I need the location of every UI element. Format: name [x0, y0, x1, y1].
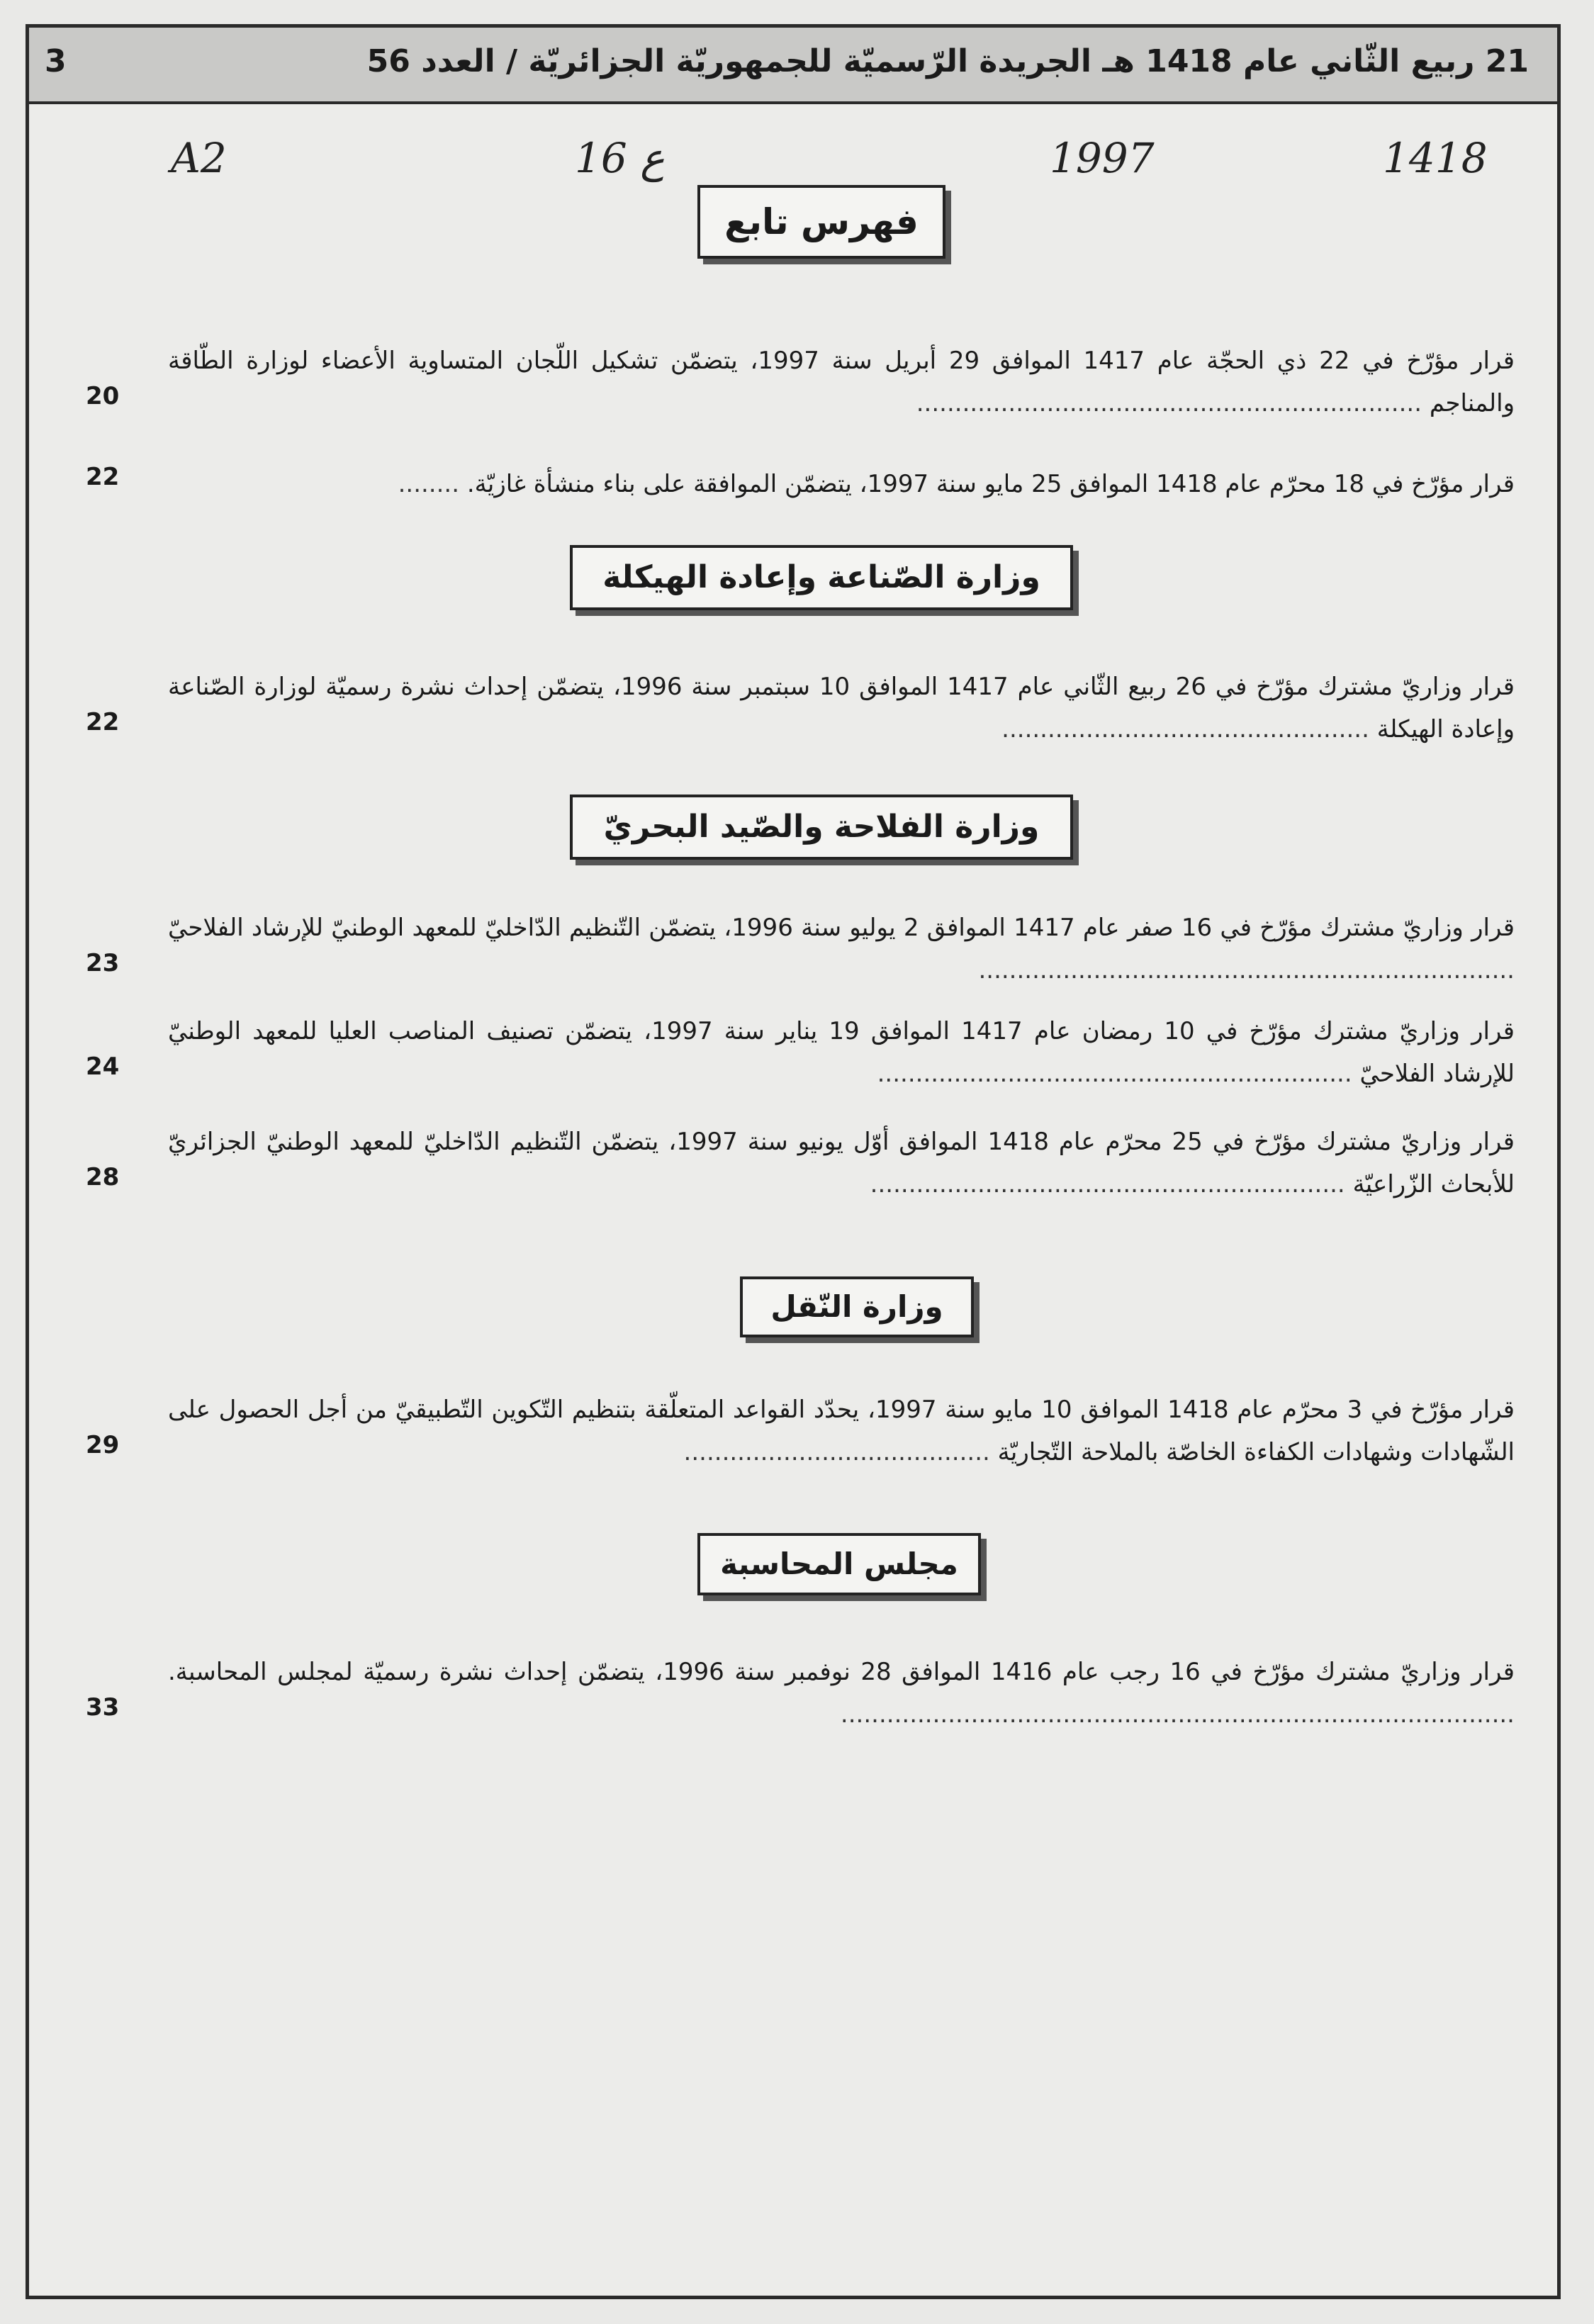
header-title: 21 ربيع الثّاني عام 1418 هـ الجريدة الرّسميّة للجمهوريّة الجزائريّة / العدد 56	[366, 43, 1529, 79]
entry-page-number: 22	[86, 463, 120, 491]
handwritten-note-2: 16 ع	[575, 134, 665, 182]
entry-leader: ........................................	[683, 1438, 990, 1466]
entry-text: قرار مؤرّخ في 18 محرّم عام 1418 الموافق 25 مايو سنة 1997، يتضمّن الموافقة على بناء منشأة غازيّة.	[466, 470, 1515, 498]
toc-entry	[168, 1388, 1515, 1473]
section-heading-industry: وزارة الصّناعة وإعادة الهيكلة	[570, 545, 1073, 610]
section-heading-transport: وزارة النّقل	[740, 1276, 974, 1337]
entry-text: قرار مؤرّخ في 22 ذي الحجّة عام 1417 الموافق 29 أبريل سنة 1997، يتضمّن تشكيل اللّجان المتساوية الأعضاء لوزارة الطّاقة والمناجم	[168, 347, 1515, 417]
handwritten-note-3: 1997	[1050, 134, 1155, 182]
entry-text: قرار وزاريّ مشترك مؤرّخ في 26 ربيع الثّاني عام 1417 الموافق 10 سبتمبر سنة 1996، يتضمّن إحداث نشرة رسميّة لوزارة الصّناعة وإعادة الهيكلة	[168, 673, 1515, 743]
entry-leader: ........	[398, 470, 460, 498]
entry-text: قرار وزاريّ مشترك مؤرّخ في 16 رجب عام 1416 الموافق 28 نوفمبر سنة 1996، يتضمّن إحداث نشرة رسميّة لمجلس المحاسبة.	[168, 1658, 1515, 1686]
entry-page-number: 22	[86, 708, 120, 736]
entry-page-number: 20	[86, 382, 120, 410]
page-header	[29, 28, 1557, 104]
header-page-number: 3	[45, 43, 67, 79]
document-page	[26, 24, 1561, 2299]
entry-text: قرار وزاريّ مشترك مؤرّخ في 25 محرّم عام 1418 الموافق أوّل يونيو سنة 1997، يتضمّن التّنظيم الدّاخليّ للمعهد الوطنيّ الجزائريّ للأبحاث الزّراعيّة	[168, 1128, 1515, 1199]
section-heading-index: فهرس تابع	[697, 185, 945, 259]
toc-entry	[168, 666, 1515, 751]
entry-page-number: 24	[86, 1052, 120, 1081]
entry-text: قرار مؤرّخ في 3 محرّم عام 1418 الموافق 10 مايو سنة 1997، يحدّد القواعد المتعلّقة بتنظيم التّكوين التّطبيقيّ من أجل الحصول على الشّهادات وشهادات الكفاءة الخاصّة بالملاحة التّجاريّة	[168, 1396, 1515, 1466]
entry-text: قرار وزاريّ مشترك مؤرّخ في 16 صفر عام 1417 الموافق 2 يوليو سنة 1996، يتضمّن التّنظيم الدّاخليّ للمعهد الوطنيّ للإرشاد الفلاحيّ	[168, 914, 1515, 942]
section-heading-agriculture: وزارة الفلاحة والصّيد البحريّ	[570, 795, 1073, 860]
entry-page-number: 28	[86, 1163, 120, 1191]
entry-leader: ........................................................................................	[840, 1700, 1515, 1729]
handwritten-note-1: A2	[171, 134, 227, 182]
toc-entry	[168, 906, 1515, 992]
entry-leader: ..............................................................	[870, 1170, 1345, 1199]
toc-entry	[168, 463, 1515, 505]
handwritten-note-4: 1418	[1383, 134, 1488, 182]
toc-entry	[168, 339, 1515, 425]
entry-page-number: 33	[86, 1693, 120, 1722]
toc-entry	[168, 1651, 1515, 1736]
entry-leader: ......................................................................	[978, 956, 1515, 984]
entry-page-number: 23	[86, 949, 120, 977]
entry-leader: ................................................	[1001, 715, 1369, 743]
toc-entry	[168, 1121, 1515, 1206]
entry-leader: ..............................................................	[877, 1060, 1352, 1088]
toc-entry	[168, 1010, 1515, 1095]
entry-page-number: 29	[86, 1431, 120, 1459]
section-heading-accounts: مجلس المحاسبة	[697, 1533, 981, 1595]
entry-leader: ..................................................................	[916, 389, 1422, 417]
entry-text: قرار وزاريّ مشترك مؤرّخ في 10 رمضان عام 1417 الموافق 19 يناير سنة 1997، يتضمّن تصنيف المناصب العليا للمعهد الوطنيّ للإرشاد الفلاحيّ	[168, 1017, 1515, 1088]
